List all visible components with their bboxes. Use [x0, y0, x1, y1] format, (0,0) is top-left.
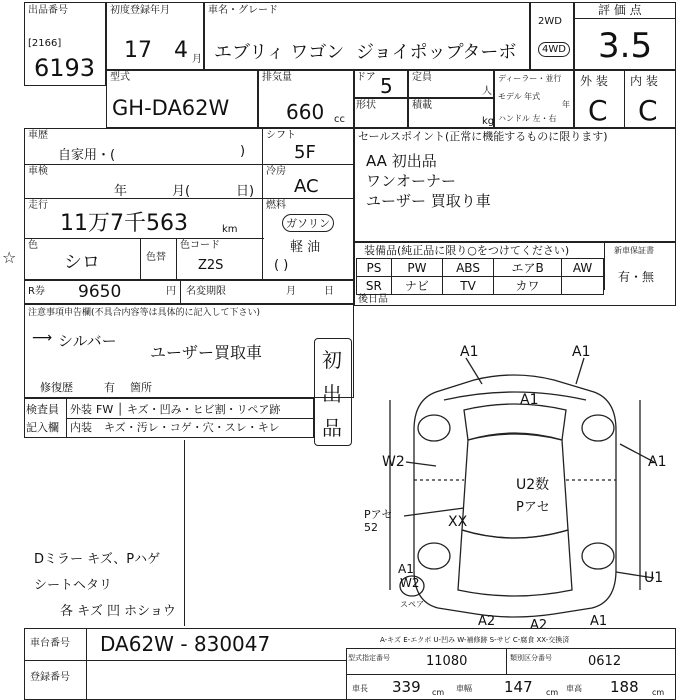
history-label: 車歴	[28, 130, 48, 141]
drive-2wd: 2WD	[538, 16, 562, 27]
cc-value: 660	[286, 100, 325, 124]
fuel-label: 燃料	[266, 200, 286, 211]
first-listing-3: 品	[322, 416, 342, 440]
mark-a1-3: A1	[520, 392, 539, 408]
footer-div-v2	[86, 628, 87, 700]
pointer-2	[576, 358, 584, 384]
year-unit: 年	[562, 100, 570, 109]
eq-abs: ABS	[443, 259, 494, 277]
handle-label: ハンドル 左・右	[498, 114, 557, 123]
first-listing-1: 初	[322, 348, 342, 372]
height-unit: cm	[652, 688, 665, 697]
repair-value: 有	[104, 381, 115, 394]
lower-note-2: シートヘタリ	[34, 578, 113, 593]
eq-aw: AW	[562, 259, 604, 277]
color-code-value: Z2S	[198, 258, 224, 273]
dealer-label: ディーラー・並行	[498, 74, 562, 83]
wheel-rear-right	[582, 543, 614, 569]
score-value: 3.5	[598, 26, 653, 66]
mark-a2-1: A2	[478, 614, 496, 629]
car-name: エブリィ ワゴン	[214, 42, 345, 63]
month-unit: 月	[192, 54, 202, 65]
shape-label: 形状	[356, 100, 376, 111]
chassis-label: 車台番号	[30, 638, 70, 649]
width-value: 147	[504, 678, 533, 696]
hood-line	[444, 392, 586, 400]
reg-label: 登録番号	[30, 672, 70, 683]
first-listing-2: 出	[322, 382, 342, 406]
footer-div-h	[24, 660, 346, 661]
ac-value: AC	[294, 176, 319, 197]
warranty-label: 新車保証書	[614, 246, 654, 255]
equipment-label: 装備品(純正品に限り○をつけてください)	[364, 244, 570, 257]
load-unit: kg	[482, 116, 495, 127]
notes-arrow-icon: ⟶	[32, 330, 53, 346]
lot-number: 6193	[34, 54, 96, 82]
score-label: 評 価 点	[598, 3, 642, 17]
repair-label: 修復歴	[40, 381, 73, 394]
seats-unit: 人	[482, 86, 492, 97]
notes-label: 注意事項申告欄(不具合内容等は具体的に記入して下さい)	[28, 308, 261, 318]
eq-pw: PW	[391, 259, 442, 277]
recycle-div	[180, 280, 181, 304]
equipment-row-1	[357, 259, 604, 277]
length-unit: cm	[432, 688, 445, 697]
cc-unit: cc	[334, 114, 345, 125]
model-value: GH-DA62W	[112, 96, 230, 120]
eq-ps: PS	[357, 259, 392, 277]
first-reg-year: 17	[124, 38, 152, 63]
int-label: 内 装	[630, 74, 658, 88]
roof-outline	[462, 433, 568, 538]
fuel-value: ガソリン	[282, 214, 334, 232]
type-no-label: 型式指定番号	[348, 654, 390, 662]
spare-label: スペア	[400, 600, 424, 609]
sales-label: セールスポイント(正常に機能するものに限ります)	[358, 130, 608, 143]
model-label: 型式	[110, 72, 130, 83]
equipment-row-2	[357, 277, 604, 295]
mark-a1-5: A1	[398, 562, 414, 576]
width-unit: cm	[546, 688, 559, 697]
int-items: キズ・汚レ・コゲ・穴・スレ・キレ	[104, 421, 280, 434]
mark-a1-6: A1	[590, 614, 608, 629]
eq-navi: ナビ	[391, 277, 442, 295]
name-change-day: 日	[324, 286, 334, 297]
name-label: 車名・グレード	[208, 5, 278, 16]
color-div-b	[176, 238, 177, 280]
pointer-4	[406, 462, 436, 466]
mark-w2-1: W2	[382, 454, 405, 470]
door-label: ドア	[356, 72, 376, 83]
class-label: 類別区分番号	[510, 654, 552, 662]
history-close: )	[240, 144, 246, 159]
mark-a1-4: A1	[648, 454, 667, 470]
history-row3	[24, 238, 264, 239]
length-value: 339	[392, 678, 421, 696]
mark-a2-2: A2	[530, 618, 548, 633]
sales-item-2: ワンオーナー	[366, 172, 457, 190]
shift-value: 5F	[294, 142, 316, 163]
color-div-a	[140, 238, 141, 280]
color-code-label: 色コード	[180, 240, 220, 251]
mark-a1-2: A1	[572, 344, 591, 360]
lot-label: 出品番号	[28, 5, 68, 16]
first-reg-month: 4	[174, 38, 188, 63]
eq-sr: SR	[357, 277, 392, 295]
mileage-value: 11万7千563	[60, 211, 188, 236]
grade-divider	[624, 70, 625, 128]
sales-item-3: ユーザー 買取り車	[366, 192, 491, 210]
lot-sub: [2166]	[28, 38, 62, 49]
height-label: 車高	[566, 684, 582, 693]
int-grade: C	[638, 94, 658, 127]
width-label: 車幅	[456, 684, 472, 693]
equipment-table	[356, 258, 604, 295]
inspect-label: 車検	[28, 166, 48, 177]
warranty-value: 有・無	[618, 270, 655, 284]
name-change-month: 月	[286, 286, 296, 297]
grade: ジョイポップターボ	[356, 42, 517, 63]
eq-blank	[562, 277, 604, 295]
legend: A-キズ E-エクボ U-凹み W-補修跡 S-サビ C-腐食 XX-交換済	[380, 636, 570, 644]
mileage-unit: km	[222, 224, 238, 235]
inspect-day: 日)	[236, 184, 255, 199]
windshield	[464, 404, 566, 440]
history-value: 自家用・(	[58, 148, 116, 163]
mileage-label: 走行	[28, 200, 48, 211]
model-year-label: モデル 年式	[498, 92, 541, 101]
rear-window	[458, 530, 572, 596]
wheel-front-right	[582, 415, 614, 441]
drive-box	[530, 2, 574, 70]
sales-item-1: AA 初出品	[366, 152, 437, 170]
first-reg-label: 初度登録年月	[110, 5, 170, 16]
color-swatch-label: 色替	[146, 252, 166, 263]
fuel-paren: ( )	[274, 258, 289, 273]
entry-label: 記入欄	[26, 421, 59, 434]
name-change-label: 名変期限	[186, 286, 226, 297]
aftermarket-label: 後日品	[358, 294, 388, 305]
eq-leather: カワ	[494, 277, 562, 295]
color-value: シロ	[64, 252, 100, 273]
history-row1	[24, 164, 354, 165]
mark-xx: XX	[448, 514, 468, 530]
side-star-icon: ☆	[2, 248, 17, 267]
length-label: 車長	[352, 684, 368, 693]
ext-row-label: 外装	[70, 403, 92, 416]
door-value: 5	[380, 74, 393, 98]
inspector-row-div	[66, 418, 314, 419]
lower-note-1: Dミラー キズ、Pハゲ	[34, 552, 161, 567]
class-value: 0612	[588, 654, 622, 669]
inspect-month: 月(	[172, 184, 191, 199]
inspect-year: 年	[114, 184, 128, 199]
recycle-unit: 円	[166, 286, 176, 297]
car-outline	[414, 375, 616, 617]
wheel-rear-left	[418, 543, 450, 569]
mark-pase-2: Pアセ 52	[364, 508, 393, 534]
footer-div-h3	[346, 674, 676, 675]
wheel-front-left	[418, 415, 450, 441]
mark-w2-2: W2	[400, 576, 420, 590]
ext-items: FW │ キズ・凹み・ヒビ割・リペア跡	[96, 403, 281, 416]
notes-buyback: ユーザー買取車	[150, 343, 263, 362]
cc-label: 排気量	[262, 72, 292, 83]
type-no-value: 11080	[426, 654, 468, 669]
inspector-col-div	[66, 398, 67, 438]
color-label: 色	[28, 240, 38, 251]
footer-div-v3	[506, 648, 507, 674]
fuel-alt: 軽 油	[290, 240, 321, 255]
seats-label: 定員	[412, 72, 432, 83]
score-divider	[574, 18, 676, 19]
footer-div-h2	[346, 648, 676, 649]
ext-label: 外 装	[580, 74, 608, 88]
mark-u2: U2数	[516, 477, 550, 493]
height-value: 188	[610, 678, 639, 696]
recycle-label: R券	[28, 286, 45, 297]
equipment-divider	[604, 242, 605, 290]
shift-label: シフト	[266, 130, 296, 141]
eq-airbag: エアB	[494, 259, 562, 277]
drive-4wd: 4WD	[538, 42, 570, 57]
vertical-rule	[184, 440, 185, 626]
mark-u1: U1	[644, 570, 664, 586]
notes-silver: シルバー	[58, 332, 117, 350]
ext-grade: C	[588, 94, 608, 127]
lower-note-3: 各 キズ 凹 ホショウ	[60, 604, 176, 619]
eq-tv: TV	[443, 277, 494, 295]
ac-label: 冷房	[266, 166, 286, 177]
chassis-value: DA62W - 830047	[100, 632, 271, 656]
repair-unit: 箇所	[130, 381, 152, 394]
int-row-label: 内装	[70, 421, 92, 434]
load-label: 積載	[412, 100, 432, 111]
mark-a1-1: A1	[460, 344, 479, 360]
mark-pase-1: Pアセ	[516, 500, 550, 515]
inspector-label: 検査員	[26, 403, 59, 416]
history-col-divider	[262, 128, 263, 280]
recycle-value: 9650	[78, 282, 122, 302]
